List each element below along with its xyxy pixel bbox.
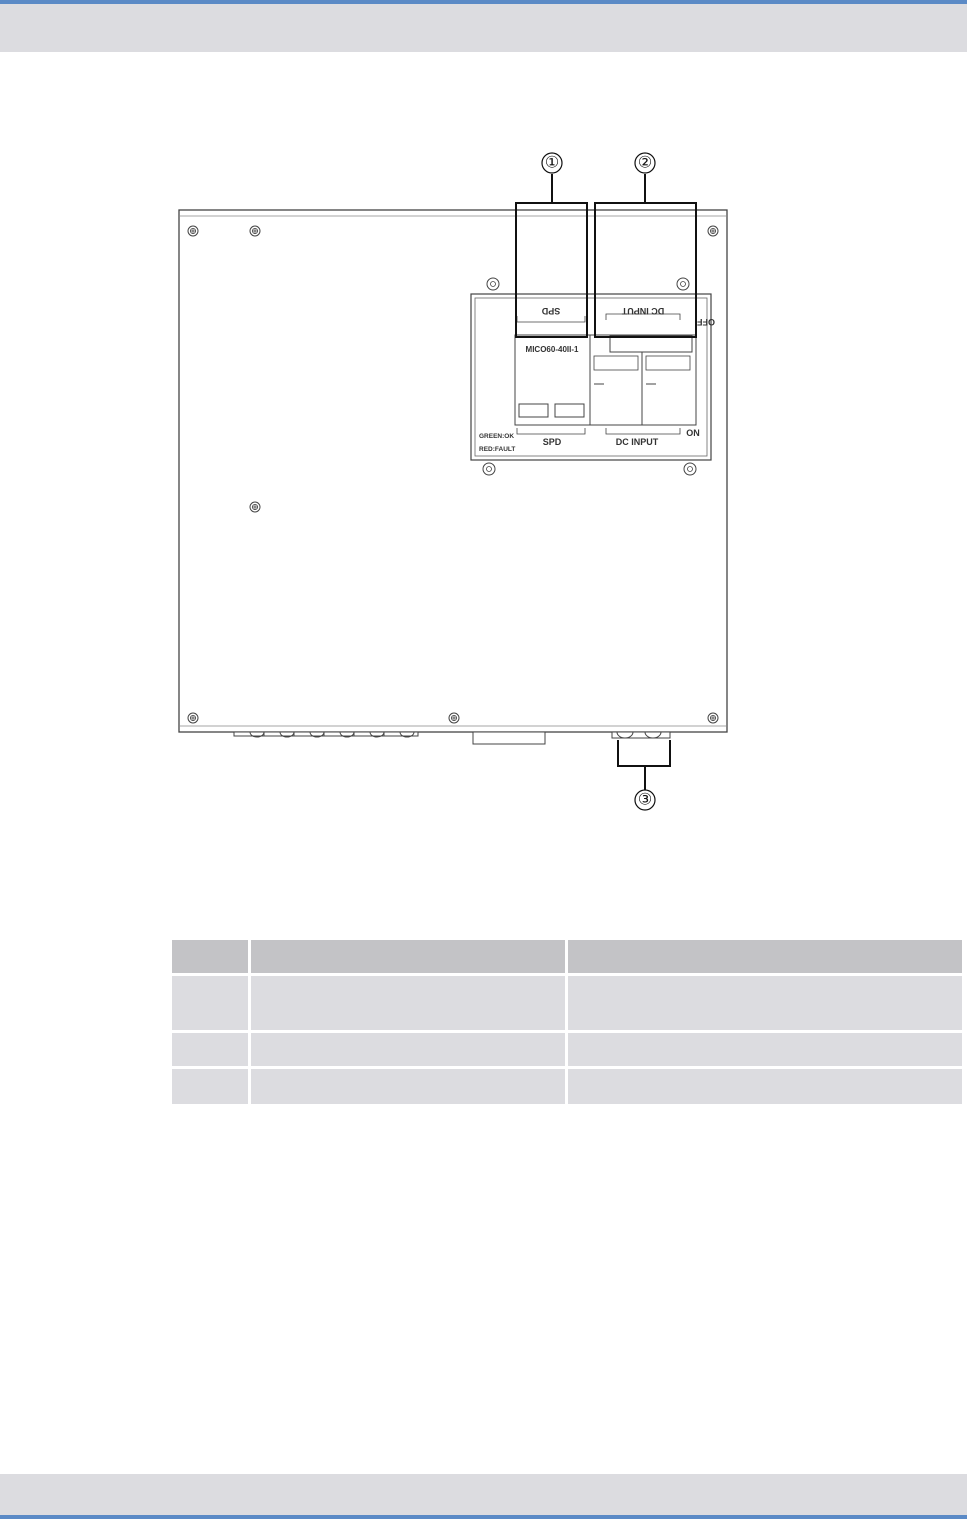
table-header-cell: [251, 940, 565, 973]
callout-1: ①: [544, 154, 560, 172]
table-header-row: [172, 940, 962, 973]
table-cell: [568, 976, 962, 1030]
table-header-cell: [172, 940, 248, 973]
table-cell: [568, 1033, 962, 1066]
on-label: ON: [686, 428, 700, 438]
dc-input-bottom-label: DC INPUT: [615, 437, 659, 447]
breaker-panel: [471, 278, 715, 475]
table-row: [172, 1033, 962, 1066]
model-label: MICO60-40II-1: [525, 345, 579, 354]
table-row: [172, 976, 962, 1030]
table-header-cell: [568, 940, 962, 973]
status-fault-label: RED:FAULT: [479, 446, 516, 453]
table-cell: [251, 976, 565, 1030]
table-cell: [172, 1069, 248, 1104]
table-cell: [251, 1069, 565, 1104]
spd-bottom-label: SPD: [542, 437, 562, 447]
enclosure: [179, 210, 727, 732]
table-cell: [251, 1033, 565, 1066]
dc-input-top-label: DC INPUT: [621, 306, 665, 316]
table-cell: [568, 1069, 962, 1104]
component-table: [172, 940, 962, 1107]
off-label: OFF: [697, 317, 715, 327]
callout-3: ③: [637, 791, 653, 809]
spd-top-label: SPD: [541, 306, 561, 316]
callout-2: ②: [637, 154, 653, 172]
bottom-terminals: [234, 732, 670, 744]
table-row: [172, 1069, 962, 1104]
table-cell: [172, 976, 248, 1030]
footer-band: [0, 1474, 967, 1519]
table-cell: [172, 1033, 248, 1066]
status-ok-label: GREEN:OK: [479, 433, 515, 440]
